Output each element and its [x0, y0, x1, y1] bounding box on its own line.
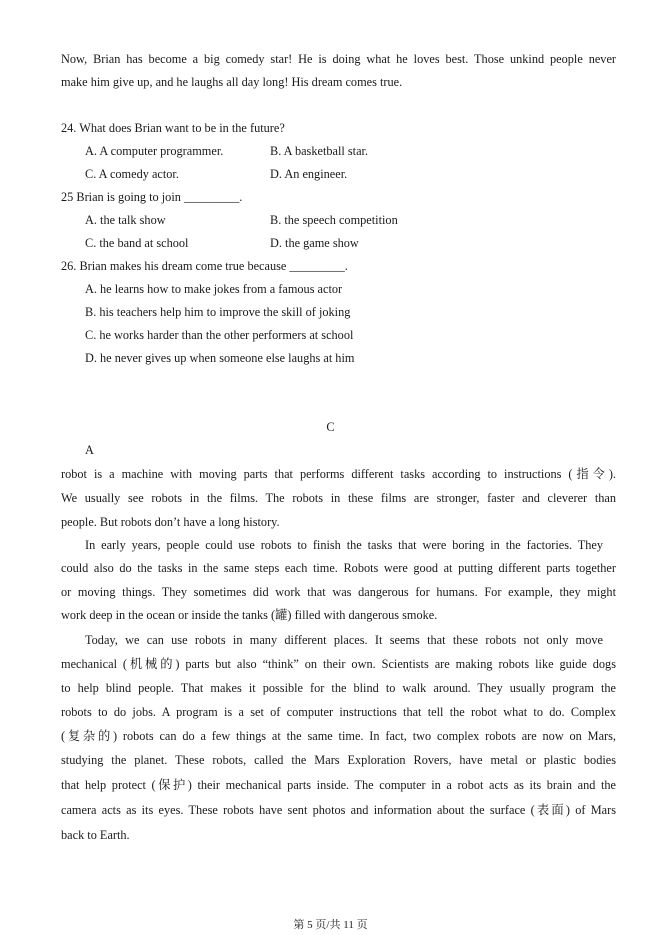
question-24-option-c: C. A comedy actor. — [85, 167, 179, 181]
question-26-option-d: D. he never gives up when someone else laughs at him — [85, 351, 355, 365]
passage-first-word: A — [85, 443, 94, 457]
question-stem-26: 26. Brian makes his dream come true because _________. — [61, 259, 348, 273]
question-25-option-c: C. the band at school — [85, 236, 189, 250]
passage-line: work deep in the ocean or inside the tanks (罐) filled with dangerous smoke. — [61, 608, 438, 622]
question-25-option-b: B. the speech competition — [270, 213, 398, 227]
passage-line: or moving things. They sometimes did work that was dangerous for humans. For example, they might — [61, 585, 616, 599]
passage-line: In early years, people could use robots to finish the tasks that were boring in the factories. They — [85, 538, 603, 552]
section-heading: C — [326, 420, 335, 434]
passage-line: could also do the tasks in the same steps each time. Robots were good at putting different parts together — [61, 561, 616, 575]
question-24-option-b: B. A basketball star. — [270, 144, 369, 158]
question-25-option-d: D. the game show — [270, 236, 359, 250]
passage-line: camera acts as its eyes. These robots have sent photos and information about the surface (表面) of Mars — [61, 803, 616, 817]
passage-line: mechanical (机械的) parts but also “think” on their own. Scientists are making robots like guide dogs — [61, 657, 616, 671]
story-paragraph-line: Now, Brian has become a big comedy star! He is doing what he loves best. Those unkind people never — [61, 52, 616, 66]
question-24-option-a: A. A computer programmer. — [85, 144, 224, 158]
passage-line: Today, we can use robots in many different places. It seems that these robots not only move — [85, 633, 603, 647]
question-26-option-a: A. he learns how to make jokes from a famous actor — [85, 282, 343, 296]
question-26-option-c: C. he works harder than the other performers at school — [85, 328, 354, 342]
question-24-option-d: D. An engineer. — [270, 167, 348, 181]
passage-line: people. But robots don’t have a long history. — [61, 515, 280, 529]
passage-line: that help protect (保护) their mechanical parts inside. The computer in a robot acts as its brain and the — [61, 778, 616, 792]
passage-line: robot is a machine with moving parts that performs different tasks according to instructions (指令). — [61, 467, 616, 481]
passage-line: (复杂的) robots can do a few things at the same time. In fact, two complex robots are now on Mars, — [61, 729, 616, 743]
question-25-option-a: A. the talk show — [85, 213, 166, 227]
question-stem-25: 25 Brian is going to join _________. — [61, 190, 243, 204]
passage-line: We usually see robots in the films. The robots in these films are stronger, faster and cleverer than — [61, 491, 616, 505]
page-number: 第 5 页/共 11 页 — [293, 919, 368, 931]
passage-line: back to Earth. — [61, 828, 130, 842]
passage-line: to help blind people. That makes it possible for the blind to walk around. They usually program the — [61, 681, 616, 695]
question-26-option-b: B. his teachers help him to improve the skill of joking — [85, 305, 351, 319]
question-stem-24: 24. What does Brian want to be in the future? — [61, 121, 285, 135]
story-paragraph-line: make him give up, and he laughs all day long! His dream comes true. — [61, 75, 403, 89]
passage-line: studying the planet. These robots, called the Mars Exploration Rovers, have metal or plastic bodies — [61, 753, 616, 767]
passage-line: robots to do jobs. A program is a set of computer instructions that tell the robot what to do. Complex — [61, 705, 616, 719]
